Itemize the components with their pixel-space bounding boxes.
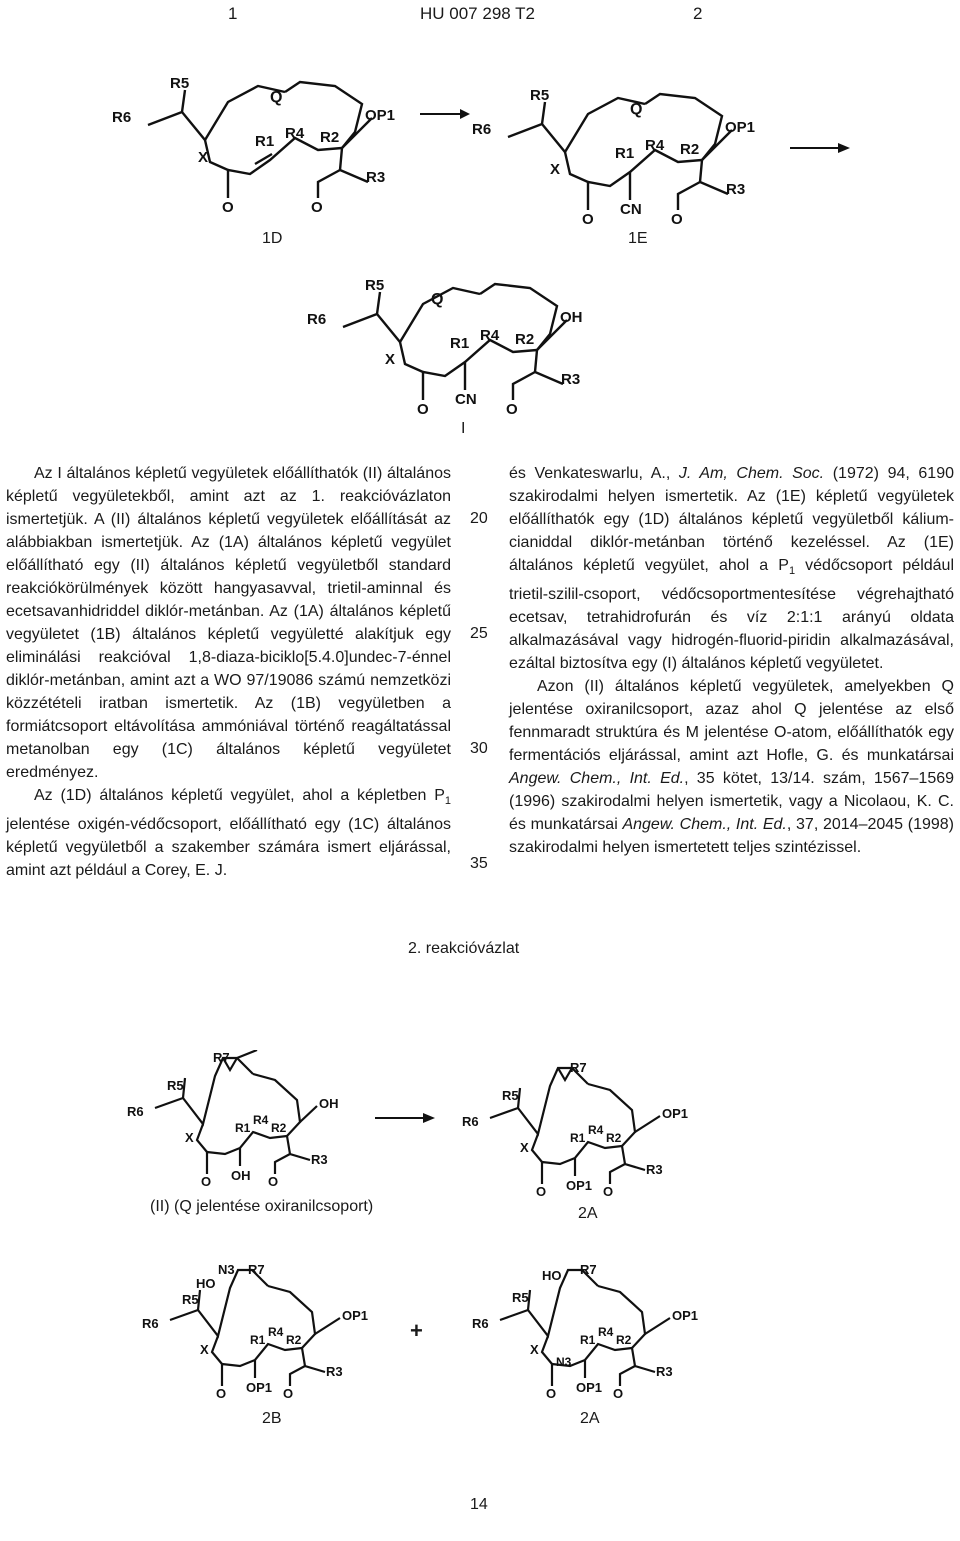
svg-text:R3: R3 — [326, 1364, 343, 1379]
reaction-arrow-1 — [420, 108, 470, 120]
svg-text:R5: R5 — [512, 1290, 529, 1305]
svg-text:R3: R3 — [561, 371, 581, 388]
svg-text:N3: N3 — [218, 1262, 235, 1277]
svg-text:OH: OH — [560, 309, 583, 326]
header-right-page-number: 2 — [693, 4, 703, 23]
svg-text:R6: R6 — [127, 1104, 144, 1119]
document-id: HU 007 298 T2 — [420, 4, 535, 23]
svg-text:R4: R4 — [253, 1113, 269, 1127]
svg-text:R3: R3 — [646, 1162, 663, 1177]
svg-text:R6: R6 — [307, 311, 327, 328]
svg-text:O: O — [671, 211, 683, 228]
svg-text:O: O — [582, 211, 594, 228]
svg-text:R7: R7 — [248, 1262, 265, 1277]
svg-text:R1: R1 — [250, 1333, 266, 1347]
svg-text:R4: R4 — [588, 1123, 604, 1137]
svg-text:R2: R2 — [515, 331, 535, 348]
svg-text:R1: R1 — [255, 133, 275, 150]
label-2b: 2B — [262, 1410, 282, 1427]
right-paragraph-1: és Venkateswarlu, A., J. Am, Chem. Soc. (1972) 94, 6190 szakirodalmi helyen ismertetik. Az (1E) képletű vegyületek előállíthatók egy (1D) általános képletű vegyületből kálium-cianiddal diklór-metánban történő kezeléssel. Az (1E) általános képletű vegyület, ahol a $P_1$ védőcsoport például trietil-szilil-csoport, védőcsoportmentesítése végrehajtható ecetsav, tetrahidrofurán és víz 2:1:1 arányú oldata alkalmazásával vagy hidrogén-fluorid-piridin alkalmazásával, ezáltal biztosítva egy (I) általános képletű vegyületet. — [509, 465, 955, 673]
svg-text:R6: R6 — [462, 1114, 479, 1129]
svg-text:R2: R2 — [286, 1333, 302, 1347]
svg-text:R4: R4 — [480, 327, 500, 344]
line-number-20: 20 — [470, 510, 488, 527]
svg-text:O: O — [603, 1184, 614, 1199]
svg-text:R5: R5 — [167, 1078, 184, 1093]
scheme-2-title: 2. reakcióvázlat — [408, 940, 520, 957]
svg-text:O: O — [268, 1174, 279, 1189]
svg-text:R1: R1 — [580, 1333, 596, 1347]
reaction-arrow-3 — [375, 1112, 435, 1124]
svg-text:R5: R5 — [530, 87, 550, 104]
svg-text:O: O — [536, 1184, 547, 1199]
plus-sign: + — [410, 1318, 423, 1343]
svg-text:R4: R4 — [285, 125, 305, 142]
svg-text:HO: HO — [196, 1276, 216, 1291]
svg-text:OP1: OP1 — [725, 119, 756, 136]
svg-text:R6: R6 — [472, 121, 492, 138]
svg-text:X: X — [385, 351, 396, 368]
svg-text:X: X — [200, 1342, 209, 1357]
svg-text:OP1: OP1 — [566, 1178, 593, 1193]
svg-text:OP1: OP1 — [672, 1308, 699, 1323]
left-paragraph-1: Az I általános képletű vegyületek előállíthatók (II) általános képletű vegyületekből, amint azt az 1. reakcióvázlaton ismertetjük. A (II) általános képletű vegyületek előállítását az alábbiakban ismertetjük. Az (1A) általános képletű vegyület előállítható egy (II) általános képletű vegyületből standard reakciókörülmények között hangyasavval, trietil-aminnal és ecetsavanhidriddel diklór-metánban. Az (1A) általános képletű vegyületet (1B) általános képletű vegyületté alakítjuk egy eliminálási reakcióval 1,8-diaza-biciklo[5.4.0]undec-7-énnel diklór-metánban, amint azt a WO 97/19086 számú nemzetközi közzétételi iratban ismertetik. Az (1B) vegyületben a formiátcsoport eltávolítása ammóniával történő reagáltatással metanolban egy (1C) általános képletű vegyületet eredményez. — [6, 465, 451, 781]
svg-text:R3: R3 — [726, 181, 746, 198]
svg-text:R2: R2 — [606, 1131, 622, 1145]
svg-text:X: X — [198, 149, 209, 166]
line-number-35: 35 — [470, 855, 488, 872]
label-2a-bottom: 2A — [580, 1410, 600, 1427]
svg-text:R4: R4 — [598, 1325, 614, 1339]
line-number-25: 25 — [470, 625, 488, 642]
svg-text:O: O — [311, 199, 323, 216]
svg-text:R7: R7 — [580, 1262, 597, 1277]
page-number: 14 — [470, 1496, 488, 1513]
structure-i — [305, 272, 605, 422]
structure-2a-bottom — [470, 1262, 720, 1402]
svg-text:N3: N3 — [556, 1355, 572, 1369]
header-left-page-number: 1 — [228, 4, 238, 23]
svg-text:O: O — [506, 401, 518, 418]
svg-text:O: O — [546, 1386, 557, 1401]
svg-text:O: O — [216, 1386, 227, 1401]
svg-text:X: X — [185, 1130, 194, 1145]
svg-text:X: X — [550, 161, 561, 178]
svg-text:O: O — [201, 1174, 212, 1189]
svg-text:OP1: OP1 — [342, 1308, 369, 1323]
svg-text:OP1: OP1 — [365, 107, 396, 124]
svg-text:CN: CN — [455, 391, 477, 408]
svg-text:R1: R1 — [235, 1121, 251, 1135]
label-i: I — [461, 420, 466, 437]
svg-text:R3: R3 — [366, 169, 386, 186]
svg-text:Q: Q — [270, 89, 283, 106]
svg-text:OH: OH — [231, 1168, 251, 1183]
svg-text:O: O — [222, 199, 234, 216]
structure-2b — [140, 1262, 390, 1402]
svg-text:Q: Q — [431, 291, 444, 308]
svg-text:R6: R6 — [472, 1316, 489, 1331]
svg-text:X: X — [530, 1342, 539, 1357]
svg-text:R5: R5 — [365, 277, 385, 294]
label-1e: 1E — [628, 230, 648, 247]
structure-1d — [110, 70, 410, 220]
svg-text:R4: R4 — [268, 1325, 284, 1339]
svg-text:HO: HO — [542, 1268, 562, 1283]
svg-text:O: O — [613, 1386, 624, 1401]
svg-text:OP1: OP1 — [576, 1380, 603, 1395]
structure-2a — [460, 1060, 710, 1200]
svg-text:R2: R2 — [680, 141, 700, 158]
svg-text:R7: R7 — [213, 1050, 230, 1065]
svg-text:OP1: OP1 — [246, 1380, 273, 1395]
structure-ii — [125, 1050, 365, 1190]
svg-text:R6: R6 — [142, 1316, 159, 1331]
left-paragraph-2: Az (1D) általános képletű vegyület, ahol a képletben $P_1$ jelentése oxigén-védőcsoport, előállítható egy (1C) általános képletű vegyületből a szakember számára ismert eljárással, amint azt például a Corey, E. J. — [6, 787, 451, 880]
structure-1e — [470, 82, 770, 232]
line-number-30: 30 — [470, 740, 488, 757]
svg-text:O: O — [283, 1386, 294, 1401]
svg-text:CN: CN — [620, 201, 642, 218]
svg-text:R2: R2 — [320, 129, 340, 146]
svg-text:X: X — [520, 1140, 529, 1155]
svg-text:OH: OH — [319, 1096, 339, 1111]
label-1d: 1D — [262, 230, 283, 247]
r6-label: R6 — [112, 109, 132, 126]
right-column — [509, 462, 954, 859]
left-column — [6, 462, 451, 882]
svg-text:R3: R3 — [311, 1152, 328, 1167]
svg-text:R7: R7 — [570, 1060, 587, 1075]
svg-text:R5: R5 — [182, 1292, 199, 1307]
svg-text:R4: R4 — [645, 137, 665, 154]
svg-text:R2: R2 — [271, 1121, 287, 1135]
svg-text:O: O — [417, 401, 429, 418]
svg-text:R5: R5 — [170, 75, 190, 92]
svg-text:R3: R3 — [656, 1364, 673, 1379]
label-2a-top: 2A — [578, 1205, 598, 1222]
svg-text:OP1: OP1 — [662, 1106, 689, 1121]
svg-text:Q: Q — [630, 101, 643, 118]
reaction-arrow-2 — [790, 142, 850, 154]
svg-text:R1: R1 — [450, 335, 470, 352]
right-paragraph-2: Azon (II) általános képletű vegyületek, amelyekben Q jelentése oxiranilcsoport, azaz ahol Q jelentése az első fennmaradt struktúra és M jelentése O-atom, előállíthatók egy fermentációs eljárással, amint azt Hofle, G. és munkatársai Angew. Chem., Int. Ed., 35 kötet, 13/14. szám, 1567–1569 (1996) szakirodalmi helyen ismertetik, vagy a Nicolaou, K. C. és munkatársai Angew. Chem., Int. Ed., 37, 2014–2045 (1998) szakirodalmi helyen ismertetett teljes szintézissel. — [509, 678, 955, 857]
label-ii: (II) (Q jelentése oxiranilcsoport) — [150, 1198, 374, 1215]
svg-text:R5: R5 — [502, 1088, 519, 1103]
svg-text:R1: R1 — [570, 1131, 586, 1145]
svg-text:R2: R2 — [616, 1333, 632, 1347]
svg-text:R1: R1 — [615, 145, 635, 162]
